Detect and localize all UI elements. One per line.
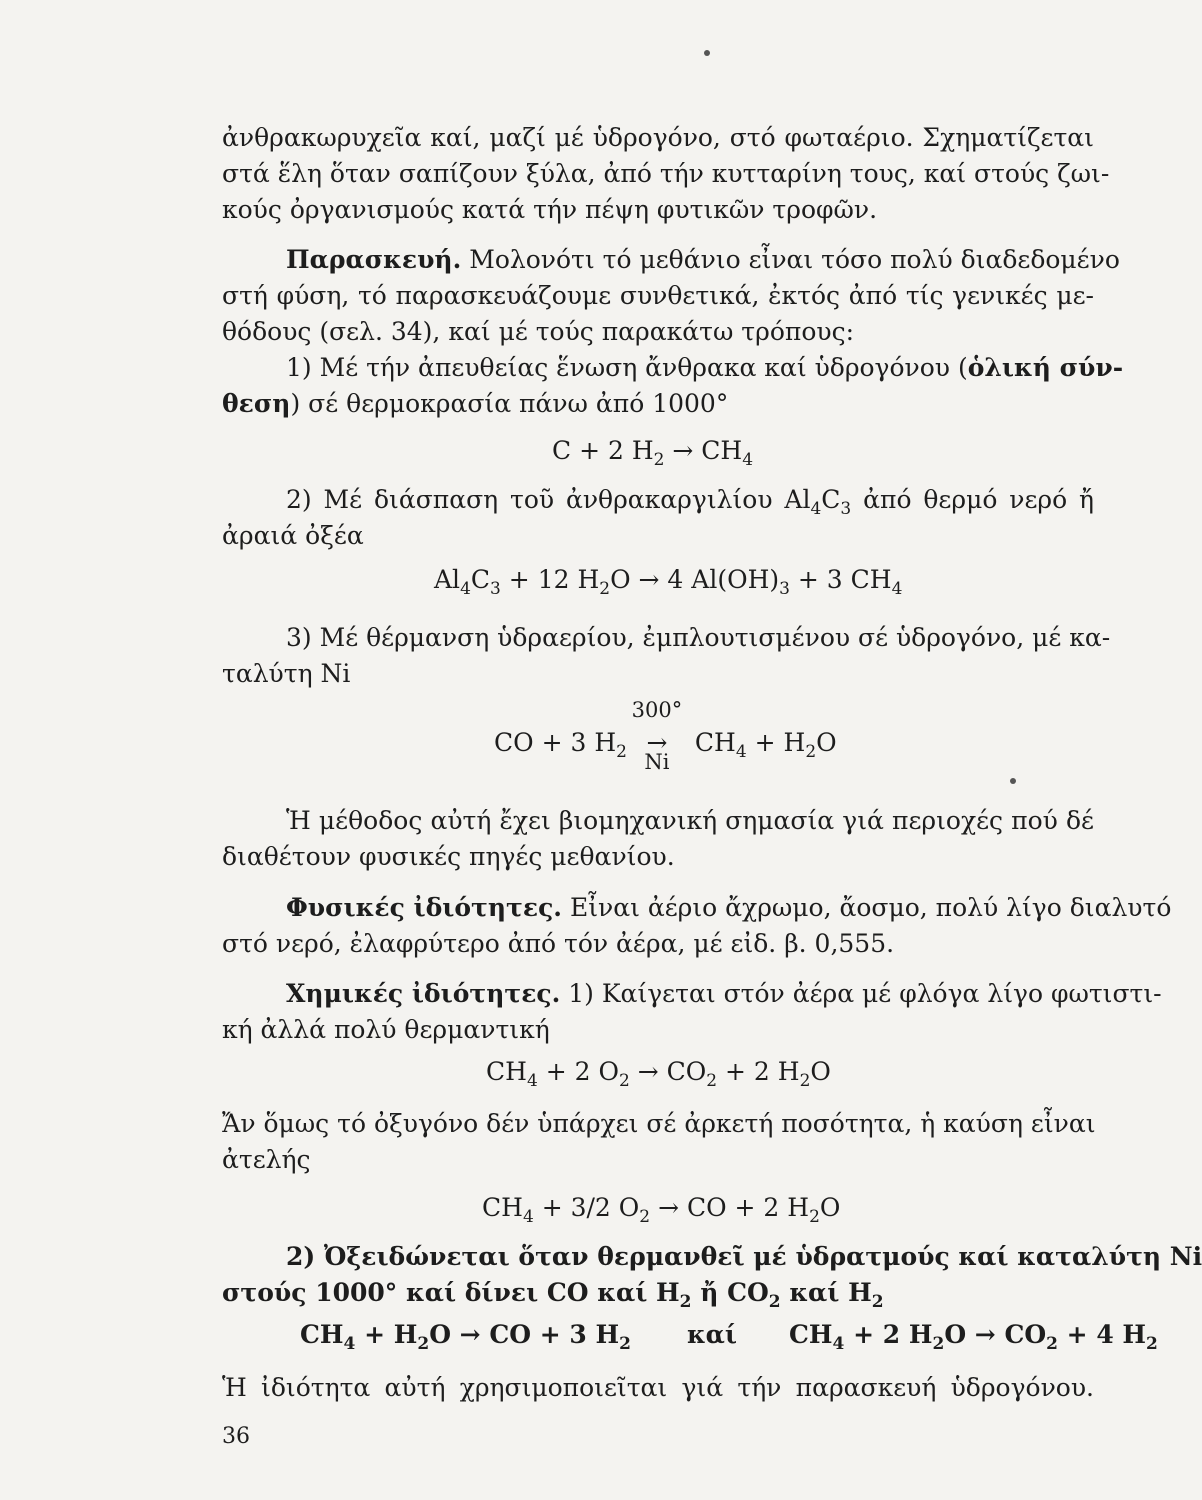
text-line: Ἄν ὅμως τό ὀξυγόνο δέν ὑπάρχει σέ ἀρκετή ποσότητα, ἡ καύση εἶναι <box>222 1109 1096 1138</box>
text: κούς ὀργανισμούς κατά τήν πέψη φυτικῶν τροφῶν. <box>222 195 878 224</box>
text-line: στό νερό, ἐλαφρύτερο ἀπό τόν ἀέρα, μέ εἰδ. β. 0,555. <box>222 929 895 958</box>
paragraph-method-3 <box>222 620 1111 692</box>
paragraph-preparation <box>222 242 1124 422</box>
text-line: 3) Μέ θέρμανση ὑδραερίου, ἐμπλουτισμένου σέ ὑδρογόνο, μέ κα- <box>286 623 1111 652</box>
text: 1) Μέ τήν ἀπευθείας ἕνωση ἄνθρακα καί ὑδρογόνου ( <box>286 353 968 382</box>
text-line: ἀτελής <box>222 1145 311 1174</box>
paragraph-chemical <box>222 976 1162 1048</box>
print-speck <box>1010 778 1016 784</box>
paragraph-oxidation <box>222 1239 1202 1312</box>
section-heading: Φυσικές ἰδιότητες. <box>286 893 563 922</box>
text-line <box>222 314 1094 350</box>
equation-1: C + 2 $H_2 \to CH_4$ <box>552 436 754 470</box>
paragraph-occurrence <box>222 120 1110 228</box>
text: ἀνθρακωρυχεῖα καί, μαζί μέ ὑδρογόνο, στό φωταέριο. Σχηματίζεται <box>222 123 1094 152</box>
equation-2: $Al_4C_3 + 12$ $H_2O \to 4$ $Al(OH)_3 + 3$ $CH_4$ <box>434 565 903 599</box>
text-line <box>222 120 1094 156</box>
text: Μολονότι τό μεθάνιο εἶναι τόσο πολύ διαδεδομένο <box>461 245 1120 274</box>
text-line: Χημικές ἰδιότητες. 1) Καίγεται στόν ἀέρα μέ φλόγα λίγο φωτιστι- <box>286 979 1162 1008</box>
bold-term: θεση <box>222 389 291 418</box>
paragraph-industrial <box>222 803 1094 875</box>
text-line: διαθέτουν φυσικές πηγές μεθανίου. <box>222 842 675 871</box>
text-line: ταλύτη Ni <box>222 659 351 688</box>
equation-4: $CH_4 + 2$ $O_2 \to CO_2 + 2$ $H_2O$ <box>486 1057 831 1091</box>
text-line <box>222 386 1094 422</box>
text-line: Ἡ ἰδιότητα αὐτή χρησιμοποιεῖται γιά τήν παρασκευή ὑδρογόνου. <box>222 1373 1094 1402</box>
section-heading: Παρασκευή. <box>286 245 462 274</box>
text: θόδους (σελ. 34), καί μέ τούς παρακάτω τρόπους: <box>222 317 854 346</box>
section-heading: Χημικές ἰδιότητες. <box>286 979 561 1008</box>
paragraph-method-2 <box>222 482 1094 554</box>
bold-term: ὁλική σύν- <box>967 353 1124 382</box>
text: ) σέ θερμοκρασία πάνω ἀπό 1000° <box>290 389 729 418</box>
text-line: 2) Μέ διάσπαση τοῦ ἀνθρακαργιλίου $Al_4C_3$ ἀπό θερμό νερό ἤ <box>286 485 1094 519</box>
text-line <box>222 156 1110 192</box>
text-line <box>222 242 1120 278</box>
text-line <box>222 192 1094 228</box>
paragraph-physical <box>222 890 1172 962</box>
text-line <box>222 350 1124 386</box>
text-line <box>222 278 1094 314</box>
text-line: στούς 1000° καί δίνει CO καί $H_2$ ἤ $CO_2$ καί $H_2$ <box>222 1278 884 1312</box>
text: στά ἕλη ὅταν σαπίζουν ξύλα, ἀπό τήν κυτταρίνη τους, καί στούς ζωι- <box>222 159 1110 188</box>
equation-5: $CH_4 + 3/2$ $O_2$ → CO + 2 $H_2O$ <box>482 1193 841 1227</box>
text: στή φύση, τό παρασκευάζουμε συνθετικά, ἐκτός ἀπό τίς γενικές με- <box>222 281 1094 310</box>
print-speck <box>704 50 710 56</box>
text-line: Ἡ μέθοδος αὐτή ἔχει βιομηχανική σημασία γιά περιοχές πού δέ <box>286 806 1094 835</box>
text-line: κή ἀλλά πολύ θερμαντική <box>222 1015 550 1044</box>
paragraph-incomplete <box>222 1106 1094 1178</box>
text-line: 2) Ὀξειδώνεται ὅταν θερμανθεῖ μέ ὑδρατμούς καί καταλύτη Ni <box>286 1242 1202 1271</box>
page-number: 36 <box>222 1424 250 1449</box>
equation-6: $CH_4 + H_2O$ → CO + 3 $H_2$ καί $CH_4 + 2$ $H_2O \to CO_2 + 4$ $H_2$ <box>300 1320 1158 1354</box>
text-line: Φυσικές ἰδιότητες. Εἶναι ἀέριο ἄχρωμο, ἄοσμο, πολύ λίγο διαλυτό <box>286 893 1172 922</box>
equation-3: CO + 3 $H_2$ 300° → Ni $CH_4 + H_2O$ <box>494 698 837 774</box>
arrow-with-conditions: 300° → Ni <box>631 698 683 774</box>
paragraph-hydrogen <box>222 1370 1094 1406</box>
text-line: ἀραιά ὀξέα <box>222 521 364 550</box>
